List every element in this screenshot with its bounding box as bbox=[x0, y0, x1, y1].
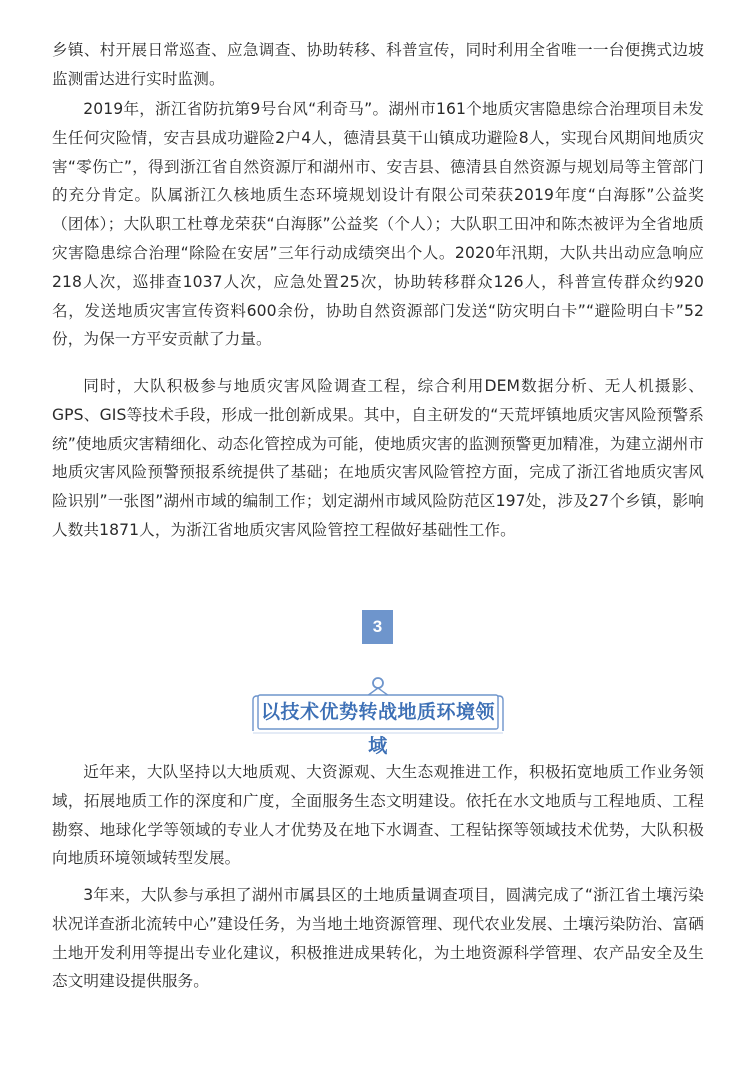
paragraph-risk-survey: 同时，大队积极参与地质灾害风险调查工程，综合利用DEM数据分析、无人机摄影、GPS、GIS等技术手段，形成一批创新成果。其中，自主研发的“天荒坪镇地质灾害风险预警系统”使地质灾害精细化、动态化管控成为可能，使地质灾害的监测预警更加精准，为建立湖州市地质灾害风险预警预报系统提供了基础；在地质灾害风险管控方面，完成了浙江省地质灾害风险识别”一张图”湖州市域的编制工作；划定湖州市域风险防范区197处，涉及27个乡镇，影响人数共1871人，为浙江省地质灾害风险管控工程做好基础性工作。 bbox=[52, 377, 704, 539]
paragraph-typhoon-response: 2019年，浙江省防抗第9号台风“利奇马”。湖州市161个地质灾害隐患综合治理项目未发生任何灾险情，安吉县成功避险2户4人，德清县莫干山镇成功避险8人，实现台风期间地质灾害“零伤亡”，得到浙江省自然资源厅和湖州市、安吉县、德清县自然资源与规划局等主管部门的充分肯定。队属浙江久核地质生态环境规划设计有限公司荣获2019年度“白海豚”公益奖（团体）；大队职工杜尊龙荣获“白海豚”公益奖（个人）；大队职工田冲和陈杰被评为全省地质灾害隐患综合治理“除险在安居”三年行动成绩突出个人。2020年汛期，大队共出动应急响应218人次，巡排查1037人次，应急处置25次，协助转移群众126人，科普宣传群众约920名，发送地质灾害宣传资料600余份，协助自然资源部门发送“防灾明白卡”“避险明白卡”52份，为保一方平安贡献了力量。 bbox=[52, 100, 704, 349]
paragraph-continued: 乡镇、村开展日常巡查、应急调查、协助转移、科普宣传，同时利用全省唯一一台便携式边坡监测雷达进行实时监测。 bbox=[52, 41, 704, 88]
paragraph-transition: 近年来，大队坚持以大地质观、大资源观、大生态观推进工作，积极拓宽地质工作业务领域，拓展地质工作的深度和广度，全面服务生态文明建设。依托在水文地质与工程地质、工程勘察、地球化学等领域的专业人才优势及在地下水调查、工程钻探等领域技术优势，大队积极向地质环境领域转型发展。 bbox=[52, 763, 704, 868]
paragraph-soil-survey: 3年来，大队参与承担了湖州市属县区的土地质量调查项目，圆满完成了“浙江省土壤污染状况详查浙北流转中心”建设任务，为当地土地资源管理、现代农业发展、土壤污染防治、富硒土地开发利用等提出专业化建议，积极推进成果转化，为土地资源科学管理、农产品安全及生态文明建设提供服务。 bbox=[52, 886, 704, 991]
section-heading-title: 以技术优势转战地质环境领域 bbox=[260, 701, 495, 757]
ring-ornament-icon bbox=[373, 678, 383, 688]
section-number-badge: 3 bbox=[362, 610, 393, 644]
